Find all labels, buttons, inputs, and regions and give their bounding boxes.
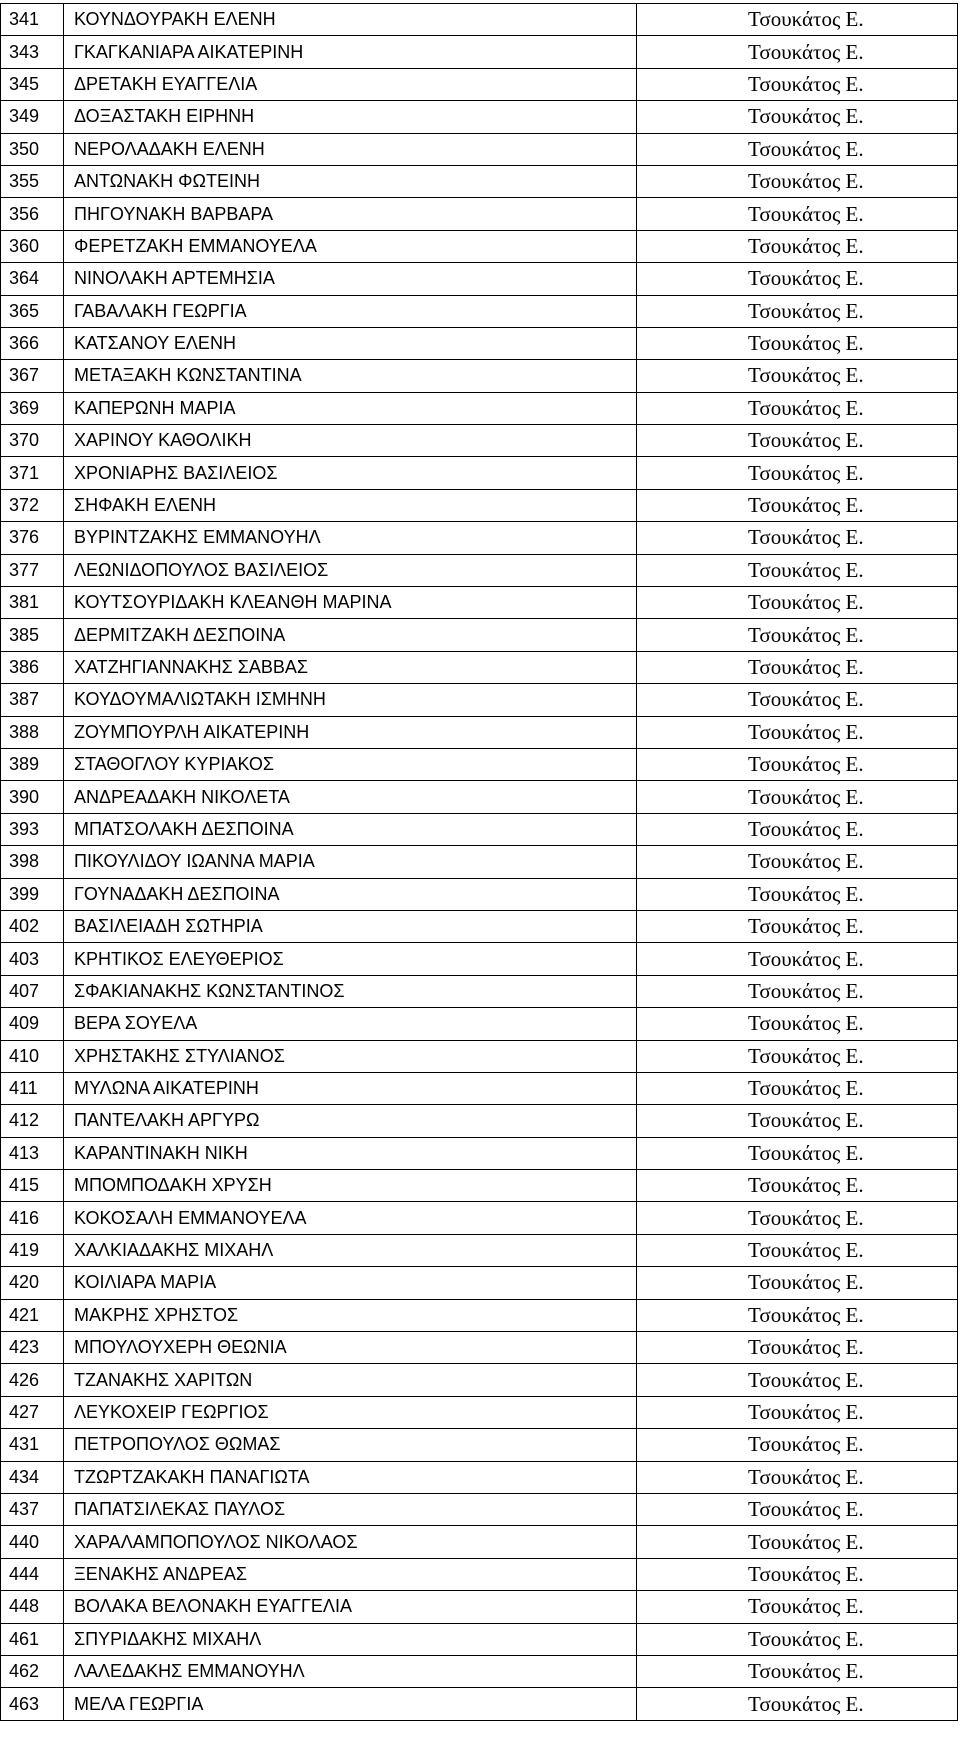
tutor-name-cell: Τσουκάτος Ε.: [637, 68, 958, 100]
tutor-name-cell: Τσουκάτος Ε.: [637, 878, 958, 910]
student-name-cell: ΠΑΠΑΤΣΙΛΕΚΑΣ ΠΑΥΛΟΣ: [64, 1493, 637, 1525]
row-number-cell: 356: [1, 198, 64, 230]
row-number-cell: 415: [1, 1170, 64, 1202]
row-number-cell: 366: [1, 327, 64, 359]
tutor-name-cell: Τσουκάτος Ε.: [637, 910, 958, 942]
row-number-cell: 386: [1, 651, 64, 683]
row-number-cell: 426: [1, 1364, 64, 1396]
row-number-cell: 411: [1, 1072, 64, 1104]
student-name-cell: ΛΕΩΝΙΔΟΠΟΥΛΟΣ ΒΑΣΙΛΕΙΟΣ: [64, 554, 637, 586]
student-name-cell: ΚΟΚΟΣΑΛΗ ΕΜΜΑΝΟΥΕΛΑ: [64, 1202, 637, 1234]
table-row: [1, 1429, 958, 1461]
row-number-cell: 377: [1, 554, 64, 586]
row-number-cell: 423: [1, 1332, 64, 1364]
table-row: [1, 522, 958, 554]
table-row: [1, 781, 958, 813]
student-name-cell: ΓΚΑΓΚΑΝΙΑΡΑ ΑΙΚΑΤΕΡΙΝΗ: [64, 36, 637, 68]
tutor-name-cell: Τσουκάτος Ε.: [637, 392, 958, 424]
student-name-cell: ΚΑΤΣΑΝΟΥ ΕΛΕΝΗ: [64, 327, 637, 359]
table-row: [1, 910, 958, 942]
student-name-cell: ΜΥΛΩΝΑ ΑΙΚΑΤΕΡΙΝΗ: [64, 1072, 637, 1104]
table-body: [1, 4, 958, 1721]
student-name-cell: ΧΡΟΝΙΑΡΗΣ ΒΑΣΙΛΕΙΟΣ: [64, 457, 637, 489]
table-row: [1, 327, 958, 359]
tutor-name-cell: Τσουκάτος Ε.: [637, 1655, 958, 1687]
tutor-name-cell: Τσουκάτος Ε.: [637, 4, 958, 36]
row-number-cell: 369: [1, 392, 64, 424]
student-name-cell: ΚΟΥΝΔΟΥΡΑΚΗ ΕΛΕΝΗ: [64, 4, 637, 36]
tutor-name-cell: Τσουκάτος Ε.: [637, 522, 958, 554]
student-name-cell: ΝΕΡΟΛΑΔΑΚΗ ΕΛΕΝΗ: [64, 133, 637, 165]
table-row: [1, 133, 958, 165]
table-row: [1, 1396, 958, 1428]
table-row: [1, 878, 958, 910]
student-name-cell: ΤΖΩΡΤΖΑΚΑΚΗ ΠΑΝΑΓΙΩΤΑ: [64, 1461, 637, 1493]
row-number-cell: 360: [1, 230, 64, 262]
student-name-cell: ΦΕΡΕΤΖΑΚΗ ΕΜΜΑΝΟΥΕΛΑ: [64, 230, 637, 262]
student-name-cell: ΧΡΗΣΤΑΚΗΣ ΣΤΥΛΙΑΝΟΣ: [64, 1040, 637, 1072]
tutor-name-cell: Τσουκάτος Ε.: [637, 1688, 958, 1720]
table-row: [1, 1364, 958, 1396]
row-number-cell: 427: [1, 1396, 64, 1428]
student-name-cell: ΞΕΝΑΚΗΣ ΑΝΔΡΕΑΣ: [64, 1558, 637, 1590]
row-number-cell: 448: [1, 1591, 64, 1623]
row-number-cell: 343: [1, 36, 64, 68]
table-row: [1, 1202, 958, 1234]
student-name-cell: ΠΗΓΟΥΝΑΚΗ ΒΑΡΒΑΡΑ: [64, 198, 637, 230]
student-name-cell: ΚΟΥΤΣΟΥΡΙΔΑΚΗ ΚΛΕΑΝΘΗ ΜΑΡΙΝΑ: [64, 587, 637, 619]
student-name-cell: ΛΑΛΕΔΑΚΗΣ ΕΜΜΑΝΟΥΗΛ: [64, 1655, 637, 1687]
row-number-cell: 420: [1, 1267, 64, 1299]
tutor-name-cell: Τσουκάτος Ε.: [637, 1040, 958, 1072]
student-name-cell: ΧΑΛΚΙΑΔΑΚΗΣ ΜΙΧΑΗΛ: [64, 1234, 637, 1266]
tutor-name-cell: Τσουκάτος Ε.: [637, 1429, 958, 1461]
table-row: [1, 684, 958, 716]
row-number-cell: 409: [1, 1008, 64, 1040]
tutor-name-cell: Τσουκάτος Ε.: [637, 360, 958, 392]
student-name-cell: ΓΑΒΑΛΑΚΗ ΓΕΩΡΓΙΑ: [64, 295, 637, 327]
tutor-name-cell: Τσουκάτος Ε.: [637, 943, 958, 975]
row-number-cell: 381: [1, 587, 64, 619]
table-row: [1, 1137, 958, 1169]
row-number-cell: 412: [1, 1105, 64, 1137]
tutor-name-cell: Τσουκάτος Ε.: [637, 101, 958, 133]
row-number-cell: 389: [1, 748, 64, 780]
tutor-name-cell: Τσουκάτος Ε.: [637, 133, 958, 165]
tutor-name-cell: Τσουκάτος Ε.: [637, 1364, 958, 1396]
tutor-name-cell: Τσουκάτος Ε.: [637, 295, 958, 327]
student-name-cell: ΑΝΤΩΝΑΚΗ ΦΩΤΕΙΝΗ: [64, 165, 637, 197]
tutor-name-cell: Τσουκάτος Ε.: [637, 651, 958, 683]
table-row: [1, 1688, 958, 1720]
student-name-cell: ΠΙΚΟΥΛΙΔΟΥ ΙΩΑΝΝΑ ΜΑΡΙΑ: [64, 846, 637, 878]
student-name-cell: ΚΑΠΕΡΩΝΗ ΜΑΡΙΑ: [64, 392, 637, 424]
table-row: [1, 1072, 958, 1104]
student-name-cell: ΒΟΛΑΚΑ ΒΕΛΟΝΑΚΗ ΕΥΑΓΓΕΛΙΑ: [64, 1591, 637, 1623]
student-name-cell: ΜΑΚΡΗΣ ΧΡΗΣΤΟΣ: [64, 1299, 637, 1331]
student-name-cell: ΜΠΟΥΛΟΥΧΕΡΗ ΘΕΩΝΙΑ: [64, 1332, 637, 1364]
student-name-cell: ΜΠΑΤΣΟΛΑΚΗ ΔΕΣΠΟΙΝΑ: [64, 813, 637, 845]
table-row: [1, 165, 958, 197]
student-name-cell: ΛΕΥΚΟΧΕΙΡ ΓΕΩΡΓΙΟΣ: [64, 1396, 637, 1428]
tutor-name-cell: Τσουκάτος Ε.: [637, 1105, 958, 1137]
row-number-cell: 349: [1, 101, 64, 133]
row-number-cell: 387: [1, 684, 64, 716]
student-name-cell: ΔΟΞΑΣΤΑΚΗ ΕΙΡΗΝΗ: [64, 101, 637, 133]
table-row: [1, 1558, 958, 1590]
table-row: [1, 1267, 958, 1299]
tutor-name-cell: Τσουκάτος Ε.: [637, 1332, 958, 1364]
student-name-cell: ΣΗΦΑΚΗ ΕΛΕΝΗ: [64, 489, 637, 521]
student-name-cell: ΝΙΝΟΛΑΚΗ ΑΡΤΕΜΗΣΙΑ: [64, 263, 637, 295]
student-name-cell: ΧΑΡΑΛΑΜΠΟΠΟΥΛΟΣ ΝΙΚΟΛΑΟΣ: [64, 1526, 637, 1558]
tutor-name-cell: Τσουκάτος Ε.: [637, 748, 958, 780]
student-name-cell: ΠΑΝΤΕΛΑΚΗ ΑΡΓΥΡΩ: [64, 1105, 637, 1137]
row-number-cell: 364: [1, 263, 64, 295]
tutor-name-cell: Τσουκάτος Ε.: [637, 230, 958, 262]
table-row: [1, 748, 958, 780]
tutor-name-cell: Τσουκάτος Ε.: [637, 619, 958, 651]
tutor-name-cell: Τσουκάτος Ε.: [637, 489, 958, 521]
row-number-cell: 350: [1, 133, 64, 165]
table-row: [1, 1170, 958, 1202]
row-number-cell: 462: [1, 1655, 64, 1687]
student-name-cell: ΓΟΥΝΑΔΑΚΗ ΔΕΣΠΟΙΝΑ: [64, 878, 637, 910]
tutor-name-cell: Τσουκάτος Ε.: [637, 587, 958, 619]
tutor-name-cell: Τσουκάτος Ε.: [637, 1493, 958, 1525]
table-row: [1, 1493, 958, 1525]
table-row: [1, 716, 958, 748]
row-number-cell: 365: [1, 295, 64, 327]
table-row: [1, 36, 958, 68]
tutor-name-cell: Τσουκάτος Ε.: [637, 1137, 958, 1169]
tutor-name-cell: Τσουκάτος Ε.: [637, 165, 958, 197]
tutor-name-cell: Τσουκάτος Ε.: [637, 1008, 958, 1040]
row-number-cell: 444: [1, 1558, 64, 1590]
table-row: [1, 1299, 958, 1331]
row-number-cell: 367: [1, 360, 64, 392]
table-row: [1, 619, 958, 651]
table-row: [1, 68, 958, 100]
row-number-cell: 390: [1, 781, 64, 813]
row-number-cell: 434: [1, 1461, 64, 1493]
table-row: [1, 1008, 958, 1040]
student-name-cell: ΔΕΡΜΙΤΖΑΚΗ ΔΕΣΠΟΙΝΑ: [64, 619, 637, 651]
student-name-cell: ΒΕΡΑ ΣΟΥΕΛΑ: [64, 1008, 637, 1040]
table-row: [1, 230, 958, 262]
table-row: [1, 651, 958, 683]
row-number-cell: 393: [1, 813, 64, 845]
table-row: [1, 1040, 958, 1072]
row-number-cell: 370: [1, 425, 64, 457]
table-row: [1, 1623, 958, 1655]
student-name-cell: ΔΡΕΤΑΚΗ ΕΥΑΓΓΕΛΙΑ: [64, 68, 637, 100]
row-number-cell: 403: [1, 943, 64, 975]
table-row: [1, 392, 958, 424]
student-name-cell: ΠΕΤΡΟΠΟΥΛΟΣ ΘΩΜΑΣ: [64, 1429, 637, 1461]
row-number-cell: 398: [1, 846, 64, 878]
row-number-cell: 407: [1, 975, 64, 1007]
row-number-cell: 371: [1, 457, 64, 489]
table-row: [1, 425, 958, 457]
table-row: [1, 846, 958, 878]
tutor-name-cell: Τσουκάτος Ε.: [637, 975, 958, 1007]
student-name-cell: ΣΦΑΚΙΑΝΑΚΗΣ ΚΩΝΣΤΑΝΤΙΝΟΣ: [64, 975, 637, 1007]
tutor-name-cell: Τσουκάτος Ε.: [637, 1202, 958, 1234]
table-row: [1, 1105, 958, 1137]
table-row: [1, 1234, 958, 1266]
row-number-cell: 440: [1, 1526, 64, 1558]
tutor-name-cell: Τσουκάτος Ε.: [637, 263, 958, 295]
row-number-cell: 345: [1, 68, 64, 100]
row-number-cell: 413: [1, 1137, 64, 1169]
row-number-cell: 416: [1, 1202, 64, 1234]
tutor-name-cell: Τσουκάτος Ε.: [637, 1526, 958, 1558]
tutor-name-cell: Τσουκάτος Ε.: [637, 1558, 958, 1590]
tutor-name-cell: Τσουκάτος Ε.: [637, 1396, 958, 1428]
row-number-cell: 463: [1, 1688, 64, 1720]
row-number-cell: 437: [1, 1493, 64, 1525]
table-row: [1, 457, 958, 489]
table-row: [1, 198, 958, 230]
student-name-cell: ΜΠΟΜΠΟΔΑΚΗ ΧΡΥΣΗ: [64, 1170, 637, 1202]
table-row: [1, 4, 958, 36]
student-name-cell: ΚΑΡΑΝΤΙΝΑΚΗ ΝΙΚΗ: [64, 1137, 637, 1169]
student-name-cell: ΣΤΑΘΟΓΛΟΥ ΚΥΡΙΑΚΟΣ: [64, 748, 637, 780]
table-row: [1, 587, 958, 619]
tutor-name-cell: Τσουκάτος Ε.: [637, 1461, 958, 1493]
row-number-cell: 421: [1, 1299, 64, 1331]
student-name-cell: ΑΝΔΡΕΑΔΑΚΗ ΝΙΚΟΛΕΤΑ: [64, 781, 637, 813]
table-row: [1, 813, 958, 845]
student-table: [0, 3, 958, 1721]
table-row: [1, 1526, 958, 1558]
tutor-name-cell: Τσουκάτος Ε.: [637, 554, 958, 586]
table-row: [1, 101, 958, 133]
tutor-name-cell: Τσουκάτος Ε.: [637, 813, 958, 845]
student-name-cell: ΒΥΡΙΝΤΖΑΚΗΣ ΕΜΜΑΝΟΥΗΛ: [64, 522, 637, 554]
table-row: [1, 263, 958, 295]
tutor-name-cell: Τσουκάτος Ε.: [637, 781, 958, 813]
row-number-cell: 402: [1, 910, 64, 942]
student-name-cell: ΜΕΤΑΞΑΚΗ ΚΩΝΣΤΑΝΤΙΝΑ: [64, 360, 637, 392]
table-row: [1, 1332, 958, 1364]
tutor-name-cell: Τσουκάτος Ε.: [637, 1234, 958, 1266]
row-number-cell: 341: [1, 4, 64, 36]
table-row: [1, 295, 958, 327]
student-name-cell: ΖΟΥΜΠΟΥΡΛΗ ΑΙΚΑΤΕΡΙΝΗ: [64, 716, 637, 748]
table-row: [1, 1591, 958, 1623]
tutor-name-cell: Τσουκάτος Ε.: [637, 1299, 958, 1331]
tutor-name-cell: Τσουκάτος Ε.: [637, 1623, 958, 1655]
student-name-cell: ΚΟΙΛΙΑΡΑ ΜΑΡΙΑ: [64, 1267, 637, 1299]
tutor-name-cell: Τσουκάτος Ε.: [637, 684, 958, 716]
student-name-cell: ΧΑΡΙΝΟΥ ΚΑΘΟΛΙΚΗ: [64, 425, 637, 457]
student-name-cell: ΚΡΗΤΙΚΟΣ ΕΛΕΥΘΕΡΙΟΣ: [64, 943, 637, 975]
table-row: [1, 1461, 958, 1493]
tutor-name-cell: Τσουκάτος Ε.: [637, 846, 958, 878]
table-row: [1, 360, 958, 392]
row-number-cell: 399: [1, 878, 64, 910]
tutor-name-cell: Τσουκάτος Ε.: [637, 36, 958, 68]
row-number-cell: 461: [1, 1623, 64, 1655]
table-row: [1, 975, 958, 1007]
tutor-name-cell: Τσουκάτος Ε.: [637, 1170, 958, 1202]
table-row: [1, 489, 958, 521]
row-number-cell: 431: [1, 1429, 64, 1461]
student-name-cell: ΤΖΑΝΑΚΗΣ ΧΑΡΙΤΩΝ: [64, 1364, 637, 1396]
student-name-cell: ΜΕΛΑ ΓΕΩΡΓΙΑ: [64, 1688, 637, 1720]
table-row: [1, 554, 958, 586]
row-number-cell: 388: [1, 716, 64, 748]
tutor-name-cell: Τσουκάτος Ε.: [637, 327, 958, 359]
row-number-cell: 385: [1, 619, 64, 651]
tutor-name-cell: Τσουκάτος Ε.: [637, 1072, 958, 1104]
tutor-name-cell: Τσουκάτος Ε.: [637, 1591, 958, 1623]
tutor-name-cell: Τσουκάτος Ε.: [637, 716, 958, 748]
row-number-cell: 376: [1, 522, 64, 554]
row-number-cell: 355: [1, 165, 64, 197]
table-row: [1, 943, 958, 975]
row-number-cell: 372: [1, 489, 64, 521]
student-name-cell: ΣΠΥΡΙΔΑΚΗΣ ΜΙΧΑΗΛ: [64, 1623, 637, 1655]
student-name-cell: ΚΟΥΔΟΥΜΑΛΙΩΤΑΚΗ ΙΣΜΗΝΗ: [64, 684, 637, 716]
student-name-cell: ΧΑΤΖΗΓΙΑΝΝΑΚΗΣ ΣΑΒΒΑΣ: [64, 651, 637, 683]
student-name-cell: ΒΑΣΙΛΕΙΑΔΗ ΣΩΤΗΡΙΑ: [64, 910, 637, 942]
table-row: [1, 1655, 958, 1687]
row-number-cell: 410: [1, 1040, 64, 1072]
tutor-name-cell: Τσουκάτος Ε.: [637, 457, 958, 489]
tutor-name-cell: Τσουκάτος Ε.: [637, 1267, 958, 1299]
row-number-cell: 419: [1, 1234, 64, 1266]
tutor-name-cell: Τσουκάτος Ε.: [637, 425, 958, 457]
tutor-name-cell: Τσουκάτος Ε.: [637, 198, 958, 230]
